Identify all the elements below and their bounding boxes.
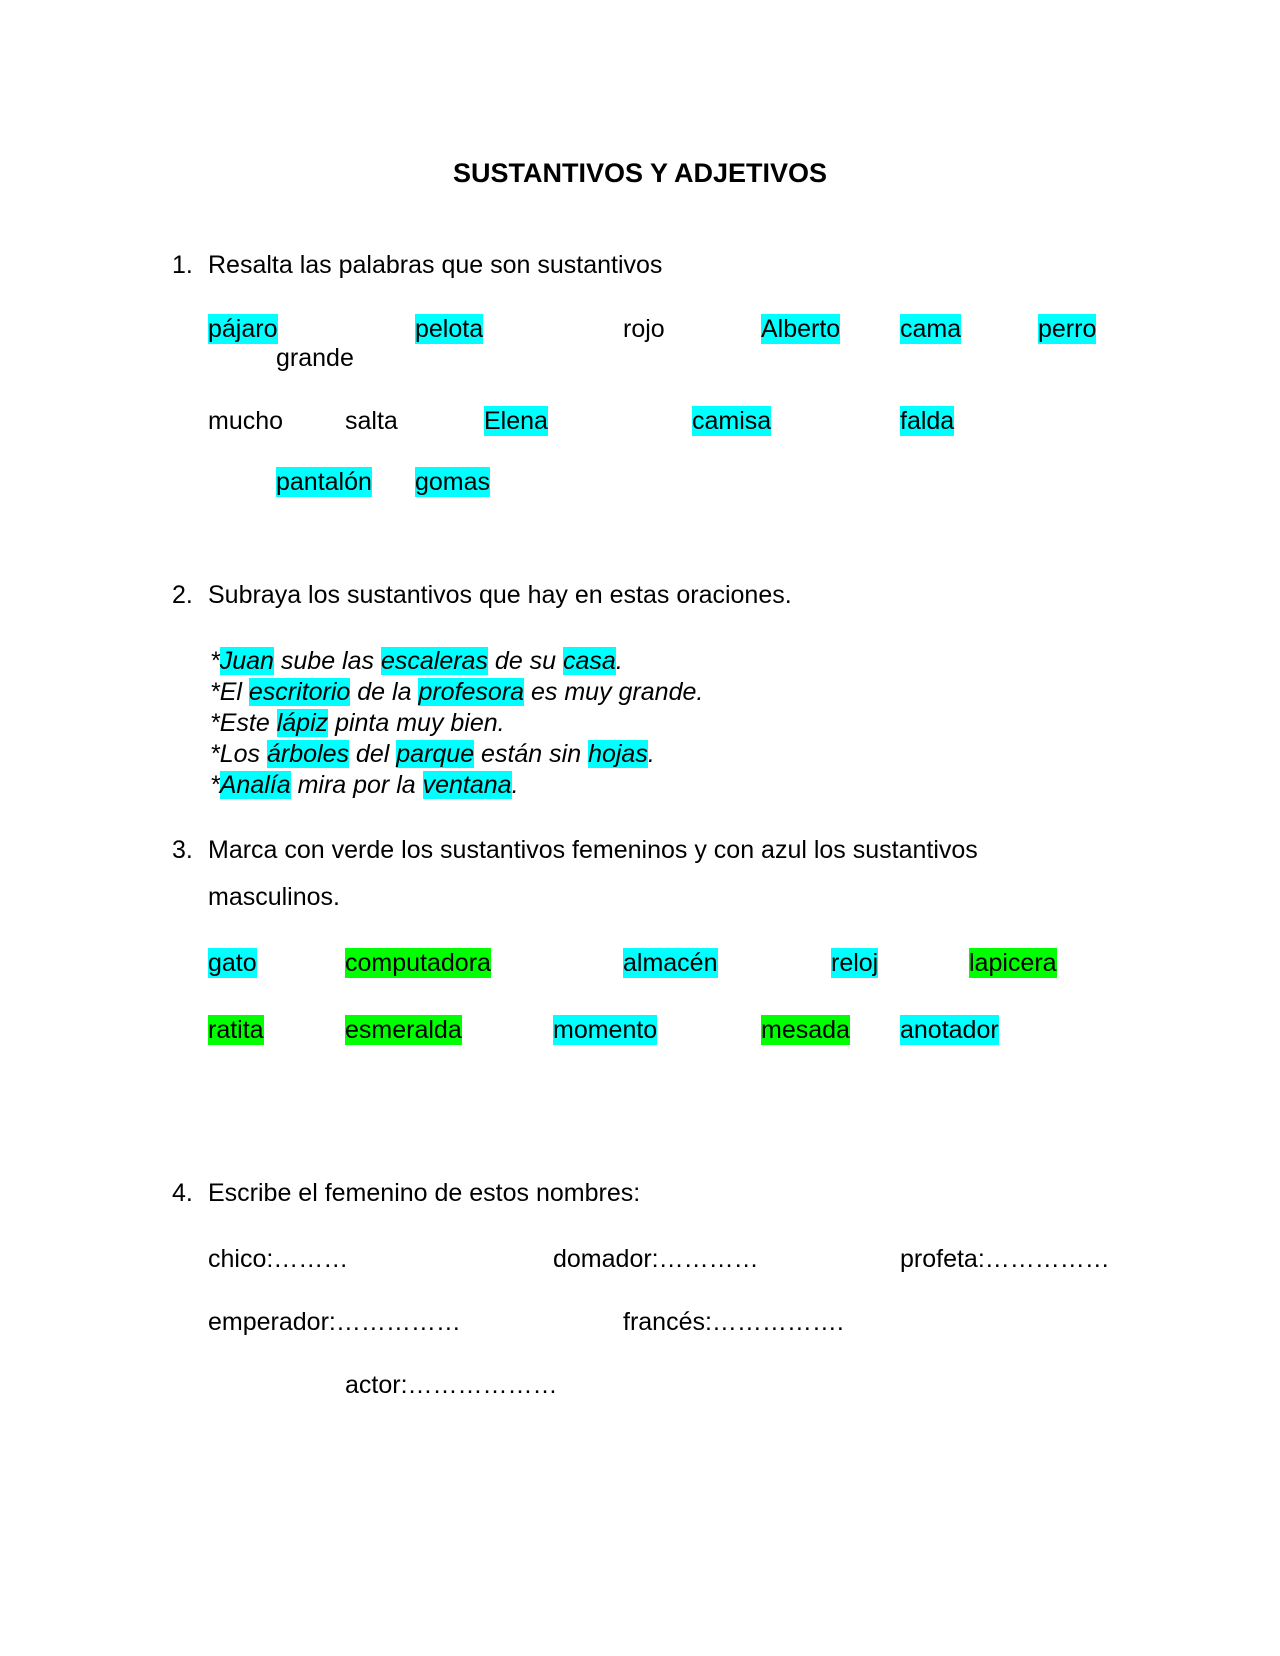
sentence-text: . [615, 647, 623, 675]
question-4 [172, 1178, 640, 1208]
word-pelota: pelota [415, 315, 484, 343]
word-anotador: anotador [900, 1016, 999, 1044]
sentence-text: sube las [273, 647, 381, 675]
sentence-2 [210, 677, 703, 707]
sentence-text: * [210, 771, 220, 799]
sentence-1 [210, 646, 623, 676]
question-1-text: Resalta las palabras que son sustantivos [208, 251, 663, 279]
question-4-number: 4. [172, 1179, 193, 1207]
sentence-4 [210, 739, 655, 769]
noun-hojas: hojas [588, 740, 648, 768]
question-3-number: 3. [172, 836, 193, 864]
word-pantalon: pantalón [276, 468, 372, 496]
question-4-text: Escribe el femenino de estos nombres: [208, 1179, 641, 1207]
sentence-text: de la [350, 678, 419, 706]
word-cama: cama [900, 315, 962, 343]
sentence-text: *Este [210, 709, 277, 737]
sentence-text: . [647, 740, 655, 768]
sentence-text: * [210, 647, 220, 675]
noun-juan: Juan [219, 647, 274, 675]
blank-chico: chico:……… [208, 1245, 349, 1273]
word-elena: Elena [484, 407, 548, 435]
noun-profesora: profesora [418, 678, 525, 706]
word-reloj: reloj [831, 949, 879, 977]
question-2-text: Subraya los sustantivos que hay en estas oraciones. [208, 581, 792, 609]
noun-ventana: ventana [422, 771, 512, 799]
word-salta: salta [345, 407, 398, 435]
question-2-number: 2. [172, 581, 193, 609]
blank-domador: domador:………… [553, 1245, 759, 1273]
sentence-text: de su [487, 647, 564, 675]
sentence-3 [210, 708, 505, 738]
blank-actor: actor:……………… [345, 1371, 558, 1399]
page-title: SUSTANTIVOS Y ADJETIVOS [452, 158, 828, 188]
noun-lapiz: lápiz [276, 709, 329, 737]
word-camisa: camisa [692, 407, 772, 435]
word-lapicera: lapicera [969, 949, 1057, 977]
word-rojo: rojo [623, 315, 665, 343]
word-momento: momento [553, 1016, 658, 1044]
question-2 [172, 580, 792, 610]
word-gomas: gomas [415, 468, 491, 496]
sentence-text: es muy grande. [524, 678, 704, 706]
question-3 [172, 835, 978, 865]
word-mucho: mucho [208, 407, 284, 435]
word-ratita: ratita [208, 1016, 264, 1044]
word-grande: grande [276, 344, 354, 372]
question-3-text-line2: masculinos. [208, 883, 340, 911]
noun-escritorio: escritorio [248, 678, 351, 706]
noun-escaleras: escaleras [380, 647, 488, 675]
sentence-text: *El [210, 678, 249, 706]
question-1 [172, 250, 662, 280]
noun-parque: parque [396, 740, 475, 768]
noun-casa: casa [563, 647, 616, 675]
sentence-text: mira por la [290, 771, 423, 799]
sentence-text: están sin [474, 740, 589, 768]
sentence-text: pinta muy bien. [328, 709, 505, 737]
word-falda: falda [900, 407, 955, 435]
word-gato: gato [208, 949, 257, 977]
blank-profeta: profeta:…………… [900, 1245, 1110, 1273]
sentence-text: *Los [210, 740, 267, 768]
noun-arboles: árboles [266, 740, 349, 768]
blank-frances: francés:……………. [623, 1308, 844, 1336]
noun-analia: Analía [219, 771, 291, 799]
question-3-text-line1: Marca con verde los sustantivos femeninos y con azul los sustantivos [208, 836, 978, 864]
blank-emperador: emperador:…………… [208, 1308, 461, 1336]
sentence-5 [210, 770, 519, 800]
word-almacen: almacén [623, 949, 718, 977]
sentence-text: . [511, 771, 519, 799]
question-1-number: 1. [172, 251, 193, 279]
word-mesada: mesada [761, 1016, 850, 1044]
word-esmeralda: esmeralda [345, 1016, 462, 1044]
sentence-text: del [348, 740, 397, 768]
word-perro: perro [1038, 315, 1097, 343]
word-pajaro: pájaro [208, 315, 278, 343]
word-computadora: computadora [345, 949, 491, 977]
word-alberto: Alberto [761, 315, 841, 343]
